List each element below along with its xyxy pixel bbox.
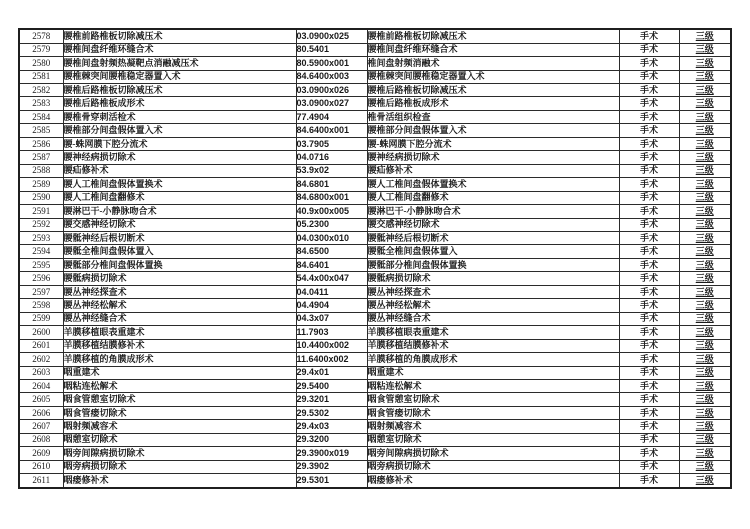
code-name-cell: 咽憩室切除术 (367, 433, 619, 446)
category-cell: 手术 (619, 353, 679, 366)
procedure-code-cell: 03.0900x026 (296, 83, 367, 96)
table-row (19, 151, 731, 164)
level-cell: 三级 (679, 43, 731, 56)
procedure-name-cell: 腰疝修补术 (63, 164, 296, 177)
procedure-name-cell: 咽憩室切除术 (63, 433, 296, 446)
row-number-cell: 2594 (19, 245, 63, 258)
code-name-cell: 腰椎前路椎板切除减压术 (367, 29, 619, 43)
procedure-code-cell: 84.6800x001 (296, 191, 367, 204)
category-cell: 手术 (619, 231, 679, 244)
procedure-name-cell: 咽食管瘘切除术 (63, 406, 296, 419)
level-cell: 三级 (679, 245, 731, 258)
procedure-code-cell: 29.3900x019 (296, 447, 367, 460)
code-name-cell: 腰交感神经切除术 (367, 218, 619, 231)
document-page (18, 28, 732, 489)
code-name-cell: 腰椎棘突间腰椎稳定器置入术 (367, 70, 619, 83)
row-number-cell: 2587 (19, 151, 63, 164)
code-name-cell: 腰椎后路椎板成形术 (367, 97, 619, 110)
level-cell: 三级 (679, 312, 731, 325)
level-cell: 三级 (679, 433, 731, 446)
table-row (19, 285, 731, 298)
category-cell: 手术 (619, 339, 679, 352)
row-number-cell: 2593 (19, 231, 63, 244)
row-number-cell: 2604 (19, 379, 63, 392)
level-cell: 三级 (679, 137, 731, 150)
level-cell: 三级 (679, 151, 731, 164)
table-row (19, 366, 731, 379)
category-cell: 手术 (619, 151, 679, 164)
procedure-code-cell: 03.7905 (296, 137, 367, 150)
procedure-code-cell: 29.3902 (296, 460, 367, 473)
category-cell: 手术 (619, 420, 679, 433)
code-name-cell: 咽重建术 (367, 366, 619, 379)
procedure-name-cell: 咽旁病损切除术 (63, 460, 296, 473)
table-row (19, 57, 731, 70)
level-cell: 三级 (679, 231, 731, 244)
category-cell: 手术 (619, 433, 679, 446)
table-row (19, 110, 731, 123)
level-cell: 三级 (679, 353, 731, 366)
procedure-code-cell: 53.9x02 (296, 164, 367, 177)
code-name-cell: 咽食管憩室切除术 (367, 393, 619, 406)
procedure-name-cell: 腰骶病损切除术 (63, 272, 296, 285)
level-cell: 三级 (679, 258, 731, 271)
level-cell: 三级 (679, 218, 731, 231)
level-cell: 三级 (679, 124, 731, 137)
code-name-cell: 腰丛神经缝合术 (367, 312, 619, 325)
procedure-name-cell: 腰椎后路椎板成形术 (63, 97, 296, 110)
procedure-name-cell: 腰椎后路椎板切除减压术 (63, 83, 296, 96)
table-row (19, 178, 731, 191)
table-row (19, 312, 731, 325)
code-name-cell: 腰丛神经松解术 (367, 299, 619, 312)
level-cell: 三级 (679, 178, 731, 191)
level-cell: 三级 (679, 393, 731, 406)
code-name-cell: 腰神经病损切除术 (367, 151, 619, 164)
level-cell: 三级 (679, 474, 731, 488)
procedure-name-cell: 腰椎前路椎板切除减压术 (63, 29, 296, 43)
row-number-cell: 2595 (19, 258, 63, 271)
level-cell: 三级 (679, 205, 731, 218)
code-name-cell: 腰骶神经后根切断术 (367, 231, 619, 244)
table-row (19, 164, 731, 177)
procedure-code-cell: 80.5401 (296, 43, 367, 56)
procedure-name-cell: 腰骶神经后根切断术 (63, 231, 296, 244)
table-row (19, 231, 731, 244)
code-name-cell: 腰人工椎间盘假体置换术 (367, 178, 619, 191)
procedure-name-cell: 腰椎棘突间腰椎稳定器置入术 (63, 70, 296, 83)
category-cell: 手术 (619, 379, 679, 392)
procedure-code-cell: 54.4x00x047 (296, 272, 367, 285)
table-row (19, 447, 731, 460)
level-cell: 三级 (679, 57, 731, 70)
code-name-cell: 羊膜移植结膜修补术 (367, 339, 619, 352)
category-cell: 手术 (619, 164, 679, 177)
code-name-cell: 羊膜移植眼表重建术 (367, 326, 619, 339)
table-row (19, 43, 731, 56)
procedure-name-cell: 腰椎骨穿刺活检术 (63, 110, 296, 123)
procedure-code-cell: 77.4904 (296, 110, 367, 123)
procedure-code-cell: 84.6400x003 (296, 70, 367, 83)
row-number-cell: 2586 (19, 137, 63, 150)
level-cell: 三级 (679, 406, 731, 419)
row-number-cell: 2610 (19, 460, 63, 473)
procedure-name-cell: 腰椎间盘纤维环缝合术 (63, 43, 296, 56)
procedure-code-cell: 03.0900x025 (296, 29, 367, 43)
procedure-table-body (19, 29, 731, 488)
row-number-cell: 2578 (19, 29, 63, 43)
code-name-cell: 腰骶全椎间盘假体置入 (367, 245, 619, 258)
procedure-name-cell: 咽射频减容术 (63, 420, 296, 433)
row-number-cell: 2600 (19, 326, 63, 339)
code-name-cell: 咽旁病损切除术 (367, 460, 619, 473)
procedure-code-cell: 29.5301 (296, 474, 367, 488)
procedure-name-cell: 咽重建术 (63, 366, 296, 379)
table-row (19, 460, 731, 473)
category-cell: 手术 (619, 137, 679, 150)
procedure-code-cell: 29.5400 (296, 379, 367, 392)
procedure-name-cell: 咽粘连松解术 (63, 379, 296, 392)
code-name-cell: 腰骶病损切除术 (367, 272, 619, 285)
level-cell: 三级 (679, 299, 731, 312)
category-cell: 手术 (619, 83, 679, 96)
row-number-cell: 2601 (19, 339, 63, 352)
code-name-cell: 腰椎部分间盘假体置入术 (367, 124, 619, 137)
category-cell: 手术 (619, 447, 679, 460)
category-cell: 手术 (619, 110, 679, 123)
procedure-name-cell: 腰骶部分椎间盘假体置换 (63, 258, 296, 271)
row-number-cell: 2583 (19, 97, 63, 110)
table-row (19, 97, 731, 110)
table-row (19, 205, 731, 218)
table-row (19, 29, 731, 43)
table-row (19, 70, 731, 83)
procedure-name-cell: 羊膜移植结膜修补术 (63, 339, 296, 352)
row-number-cell: 2596 (19, 272, 63, 285)
row-number-cell: 2605 (19, 393, 63, 406)
code-name-cell: 腰淋巴干-小静脉吻合术 (367, 205, 619, 218)
category-cell: 手术 (619, 43, 679, 56)
row-number-cell: 2608 (19, 433, 63, 446)
row-number-cell: 2607 (19, 420, 63, 433)
table-row (19, 218, 731, 231)
table-row (19, 406, 731, 419)
procedure-code-cell: 04.0300x010 (296, 231, 367, 244)
code-name-cell: 椎骨活组织检查 (367, 110, 619, 123)
row-number-cell: 2582 (19, 83, 63, 96)
procedure-code-cell: 04.3x07 (296, 312, 367, 325)
procedure-table (18, 28, 732, 489)
code-name-cell: 咽食管瘘切除术 (367, 406, 619, 419)
procedure-code-cell: 29.3200 (296, 433, 367, 446)
level-cell: 三级 (679, 272, 731, 285)
table-row (19, 393, 731, 406)
procedure-name-cell: 羊膜移植眼表重建术 (63, 326, 296, 339)
table-row (19, 326, 731, 339)
category-cell: 手术 (619, 178, 679, 191)
category-cell: 手术 (619, 97, 679, 110)
row-number-cell: 2588 (19, 164, 63, 177)
procedure-name-cell: 腰神经病损切除术 (63, 151, 296, 164)
procedure-name-cell: 腰椎部分间盘假体置入术 (63, 124, 296, 137)
level-cell: 三级 (679, 447, 731, 460)
category-cell: 手术 (619, 57, 679, 70)
row-number-cell: 2579 (19, 43, 63, 56)
level-cell: 三级 (679, 110, 731, 123)
row-number-cell: 2581 (19, 70, 63, 83)
code-name-cell: 腰椎间盘纤维环缝合术 (367, 43, 619, 56)
row-number-cell: 2591 (19, 205, 63, 218)
level-cell: 三级 (679, 164, 731, 177)
procedure-name-cell: 咽瘘修补术 (63, 474, 296, 488)
code-name-cell: 腰丛神经探查术 (367, 285, 619, 298)
table-row (19, 137, 731, 150)
row-number-cell: 2611 (19, 474, 63, 488)
table-row (19, 258, 731, 271)
level-cell: 三级 (679, 366, 731, 379)
procedure-name-cell: 腰淋巴干-小静脉吻合术 (63, 205, 296, 218)
code-name-cell: 腰人工椎间盘翻修术 (367, 191, 619, 204)
level-cell: 三级 (679, 379, 731, 392)
procedure-name-cell: 腰交感神经切除术 (63, 218, 296, 231)
table-row (19, 299, 731, 312)
procedure-code-cell: 84.6801 (296, 178, 367, 191)
procedure-code-cell: 29.4x03 (296, 420, 367, 433)
row-number-cell: 2590 (19, 191, 63, 204)
row-number-cell: 2598 (19, 299, 63, 312)
category-cell: 手术 (619, 70, 679, 83)
table-row (19, 433, 731, 446)
row-number-cell: 2609 (19, 447, 63, 460)
procedure-name-cell: 腰人工椎间盘假体置换术 (63, 178, 296, 191)
table-row (19, 245, 731, 258)
level-cell: 三级 (679, 285, 731, 298)
code-name-cell: 羊膜移植的角膜成形术 (367, 353, 619, 366)
row-number-cell: 2599 (19, 312, 63, 325)
code-name-cell: 咽粘连松解术 (367, 379, 619, 392)
code-name-cell: 腰-蛛网膜下腔分流术 (367, 137, 619, 150)
row-number-cell: 2584 (19, 110, 63, 123)
procedure-code-cell: 11.7903 (296, 326, 367, 339)
procedure-name-cell: 腰人工椎间盘翻修术 (63, 191, 296, 204)
procedure-name-cell: 腰丛神经松解术 (63, 299, 296, 312)
procedure-code-cell: 03.0900x027 (296, 97, 367, 110)
procedure-name-cell: 腰骶全椎间盘假体置入 (63, 245, 296, 258)
procedure-name-cell: 咽旁间隙病损切除术 (63, 447, 296, 460)
category-cell: 手术 (619, 474, 679, 488)
table-row (19, 420, 731, 433)
category-cell: 手术 (619, 205, 679, 218)
procedure-code-cell: 05.2300 (296, 218, 367, 231)
category-cell: 手术 (619, 218, 679, 231)
procedure-code-cell: 29.3201 (296, 393, 367, 406)
category-cell: 手术 (619, 191, 679, 204)
table-row (19, 339, 731, 352)
level-cell: 三级 (679, 97, 731, 110)
level-cell: 三级 (679, 70, 731, 83)
level-cell: 三级 (679, 420, 731, 433)
procedure-name-cell: 腰椎间盘射频热凝靶点消融减压术 (63, 57, 296, 70)
category-cell: 手术 (619, 258, 679, 271)
procedure-name-cell: 羊膜移植的角膜成形术 (63, 353, 296, 366)
row-number-cell: 2589 (19, 178, 63, 191)
code-name-cell: 腰骶部分椎间盘假体置换 (367, 258, 619, 271)
procedure-code-cell: 40.9x00x005 (296, 205, 367, 218)
code-name-cell: 咽瘘修补术 (367, 474, 619, 488)
code-name-cell: 椎间盘射频消融术 (367, 57, 619, 70)
procedure-code-cell: 80.5900x001 (296, 57, 367, 70)
category-cell: 手术 (619, 366, 679, 379)
procedure-code-cell: 10.4400x002 (296, 339, 367, 352)
level-cell: 三级 (679, 83, 731, 96)
category-cell: 手术 (619, 272, 679, 285)
category-cell: 手术 (619, 406, 679, 419)
procedure-name-cell: 咽食管憩室切除术 (63, 393, 296, 406)
table-row (19, 272, 731, 285)
category-cell: 手术 (619, 124, 679, 137)
procedure-code-cell: 84.6500 (296, 245, 367, 258)
procedure-name-cell: 腰-蛛网膜下腔分流术 (63, 137, 296, 150)
category-cell: 手术 (619, 285, 679, 298)
level-cell: 三级 (679, 460, 731, 473)
table-row (19, 124, 731, 137)
procedure-name-cell: 腰丛神经缝合术 (63, 312, 296, 325)
procedure-code-cell: 04.0716 (296, 151, 367, 164)
row-number-cell: 2606 (19, 406, 63, 419)
level-cell: 三级 (679, 29, 731, 43)
category-cell: 手术 (619, 460, 679, 473)
table-row (19, 83, 731, 96)
category-cell: 手术 (619, 245, 679, 258)
table-row (19, 353, 731, 366)
level-cell: 三级 (679, 339, 731, 352)
category-cell: 手术 (619, 299, 679, 312)
procedure-code-cell: 29.5302 (296, 406, 367, 419)
category-cell: 手术 (619, 393, 679, 406)
category-cell: 手术 (619, 326, 679, 339)
category-cell: 手术 (619, 29, 679, 43)
procedure-code-cell: 84.6400x001 (296, 124, 367, 137)
category-cell: 手术 (619, 312, 679, 325)
procedure-name-cell: 腰丛神经探查术 (63, 285, 296, 298)
procedure-code-cell: 11.6400x002 (296, 353, 367, 366)
table-row (19, 379, 731, 392)
row-number-cell: 2585 (19, 124, 63, 137)
level-cell: 三级 (679, 326, 731, 339)
procedure-code-cell: 04.0411 (296, 285, 367, 298)
procedure-code-cell: 04.4904 (296, 299, 367, 312)
row-number-cell: 2592 (19, 218, 63, 231)
code-name-cell: 腰疝修补术 (367, 164, 619, 177)
row-number-cell: 2580 (19, 57, 63, 70)
level-cell: 三级 (679, 191, 731, 204)
code-name-cell: 咽旁间隙病损切除术 (367, 447, 619, 460)
row-number-cell: 2597 (19, 285, 63, 298)
procedure-code-cell: 84.6401 (296, 258, 367, 271)
table-row (19, 191, 731, 204)
procedure-code-cell: 29.4x01 (296, 366, 367, 379)
code-name-cell: 腰椎后路椎板切除减压术 (367, 83, 619, 96)
row-number-cell: 2602 (19, 353, 63, 366)
code-name-cell: 咽射频减容术 (367, 420, 619, 433)
row-number-cell: 2603 (19, 366, 63, 379)
table-row (19, 474, 731, 488)
